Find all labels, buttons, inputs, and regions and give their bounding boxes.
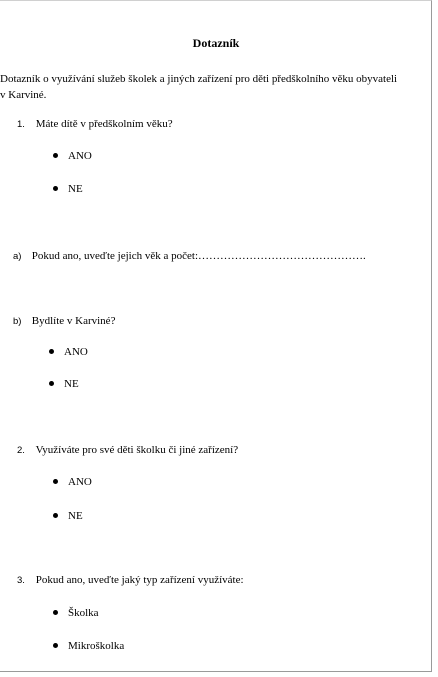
question-1-number: 1.	[17, 119, 25, 130]
question-b-text: Bydlíte v Karviné?	[31, 315, 116, 327]
intro-line-2: v Karviné.	[0, 89, 47, 101]
question-a	[13, 250, 366, 262]
question-3-text: Pokud ano, uveďte jaký typ zařízení využíváte:	[35, 574, 244, 586]
bullet-icon	[53, 643, 58, 648]
bullet-icon	[49, 381, 54, 386]
question-1-option-no	[53, 183, 83, 195]
bullet-icon	[49, 349, 54, 354]
question-b-option-yes	[49, 346, 88, 358]
option-label: NE	[68, 510, 83, 522]
intro-paragraph	[0, 71, 397, 103]
option-label: Školka	[68, 607, 99, 619]
option-label: ANO	[68, 476, 92, 488]
question-2-option-yes	[53, 476, 92, 488]
option-label: NE	[64, 378, 79, 390]
bullet-icon	[53, 153, 58, 158]
question-3-number: 3.	[17, 575, 25, 586]
question-b-option-no	[49, 378, 79, 390]
question-2-text: Využíváte pro své děti školku či jiné zařízení?	[35, 444, 239, 456]
question-b-number: b)	[13, 316, 22, 327]
option-label: ANO	[68, 150, 92, 162]
option-label: ANO	[64, 346, 88, 358]
question-1	[17, 118, 173, 130]
question-2-option-no	[53, 510, 83, 522]
question-3-option-microschool	[53, 640, 124, 652]
option-label: Mikroškolka	[68, 640, 125, 652]
question-2-number: 2.	[17, 445, 25, 456]
question-a-number: a)	[13, 251, 22, 262]
question-2	[17, 444, 238, 456]
question-1-option-yes	[53, 150, 92, 162]
bullet-icon	[53, 513, 58, 518]
bullet-icon	[53, 186, 58, 191]
question-1-text: Máte dítě v předškolním věku?	[35, 118, 173, 130]
intro-line-1: Dotazník o využívání služeb školek a jiných zařízení pro děti předškolního věku obyvateli	[0, 73, 398, 85]
bullet-icon	[53, 479, 58, 484]
question-3	[17, 574, 244, 586]
bullet-icon	[53, 610, 58, 615]
question-a-text: Pokud ano, uveďte jejich věk a počet:……………………………………….	[31, 250, 366, 262]
document-title: Dotazník	[192, 36, 240, 50]
option-label: NE	[68, 183, 83, 195]
question-3-option-school	[53, 607, 99, 619]
question-b	[13, 315, 115, 327]
